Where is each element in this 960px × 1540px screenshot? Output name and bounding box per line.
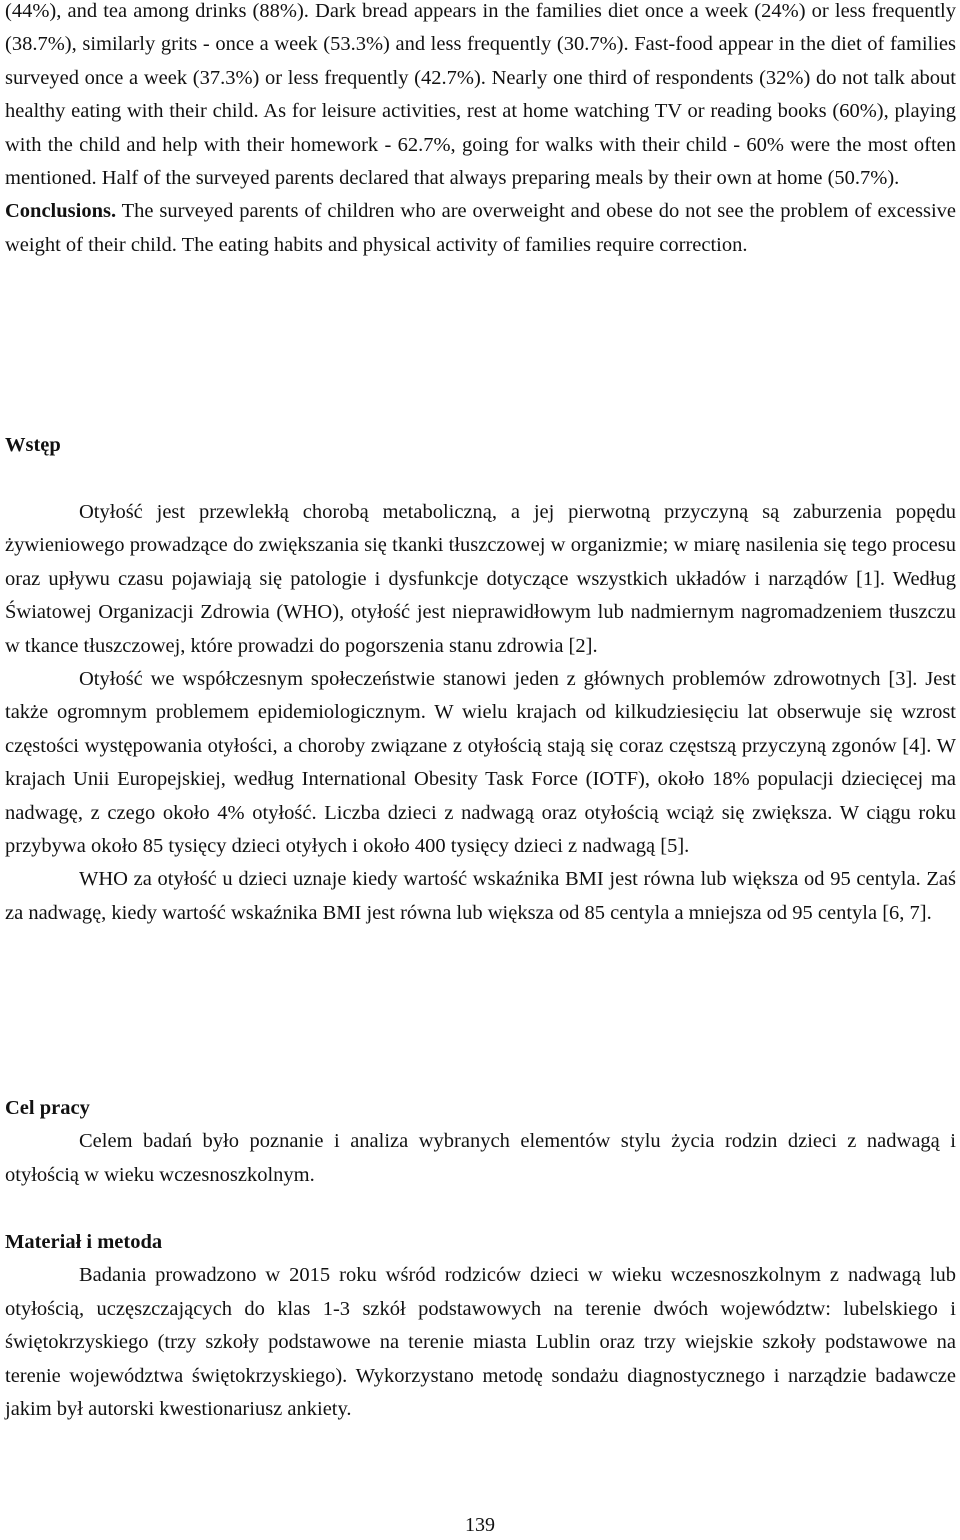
abstract-text: (44%), and tea among drinks (88%). Dark bread appears in the families diet once a week (24%) or less frequently (38.7%), similarly grits - once a week (53.3%) and less frequently (30.7%). Fast-food appear in the diet of families surveyed once a week (37.3%) or less frequently (42.7%). Nearly one third of respondents (32%) do not talk about healthy eating with their child. As for leisure activities, rest at home watching TV or reading books (60%), playing with the child and help with their homework - 62.7%, going for walks with their child - 60% were the most often mentioned. Half of the surveyed parents declared that always preparing meals by their own at home (50.7%). [5,0,956,190]
abstract-continuation [5,0,956,262]
body-paragraph: Otyłość jest przewlekłą chorobą metaboliczną, a jej pierwotną przyczyną są zaburzenia popędu żywieniowego prowadzące do zwiększania się tkanki tłuszczowej w organizmie; w miarę nasilenia się tego procesu oraz upływu czasu pojawiają się patologie i dysfunkcje dotyczące wszystkich układów i narządów [1]. Według Światowej Organizacji Zdrowia (WHO), otyłość jest nieprawidłowym lub nadmiernym nagromadzeniem tłuszczu w tkance tłuszczowej, które prowadzi do pogorszenia stanu zdrowia [2]. [5,501,956,657]
conclusions-label: Conclusions. [5,200,117,223]
body-paragraph: Badania prowadzono w 2015 roku wśród rodziców dzieci w wieku wczesnoszkolnym z nadwagą lub otyłością, uczęszczających do klas 1-3 szkół podstawowych na terenie dwóch województw: lubelskiego i świętokrzyskiego (trzy szkoły podstawowe na terenie miasta Lublin oraz trzy wiejskie szkoły podstawowe na terenie województwa świętokrzyskiego). Wykorzystano metodę sondażu diagnostycznego i narządzie badawcze jakim był autorski kwestionariusz ankiety. [5,1264,956,1421]
section-heading-methods: Materiał i metoda [5,1231,163,1253]
section-aim [5,1092,956,1192]
conclusions-text: The surveyed parents of children who are overweight and obese do not see the problem of excessive weight of their child. The eating habits and physical activity of families require correction. [5,200,956,256]
body-paragraph: Celem badań było poznanie i analiza wybranych elementów stylu życia rodzin dzieci z nadwagą i otyłością w wieku wczesnoszkolnym. [5,1130,956,1186]
section-intro [5,429,956,462]
body-paragraph: WHO za otyłość u dzieci uznaje kiedy wartość wskaźnika BMI jest równa lub większa od 95 centyla. Zaś za nadwagę, kiedy wartość wskaźnika BMI jest równa lub większa od 85 centyla a mniejsza od 95 centyla [6, 7]. [5,868,956,924]
body-paragraph: Otyłość we współczesnym społeczeństwie stanowi jeden z głównych problemów zdrowotnych [3]. Jest także ogromnym problemem epidemiologicznym. W wielu krajach od kilkudziesięciu lat obserwuje się wzrost częstości występowania otyłości, a choroby związane z otyłością stają się coraz częstszą przyczyną zgonów [4]. W krajach Unii Europejskiej, według International Obesity Task Force (IOTF), około 18% populacji dziecięcej ma nadwagę, z czego około 4% otyłość. Liczba dzieci z nadwagą oraz otyłością wciąż się zwiększa. W ciągu roku przybywa około 85 tysięcy dzieci otyłych i około 400 tysięcy dzieci z nadwagą [5]. [5,668,956,858]
page-number: 139 [465,1514,495,1536]
section-methods [5,1226,956,1426]
section-intro-body [5,496,956,930]
section-heading-intro: Wstęp [5,434,61,456]
conclusions-paragraph [5,195,956,262]
section-heading-aim: Cel pracy [5,1097,90,1119]
abstract-paragraph [5,0,956,195]
